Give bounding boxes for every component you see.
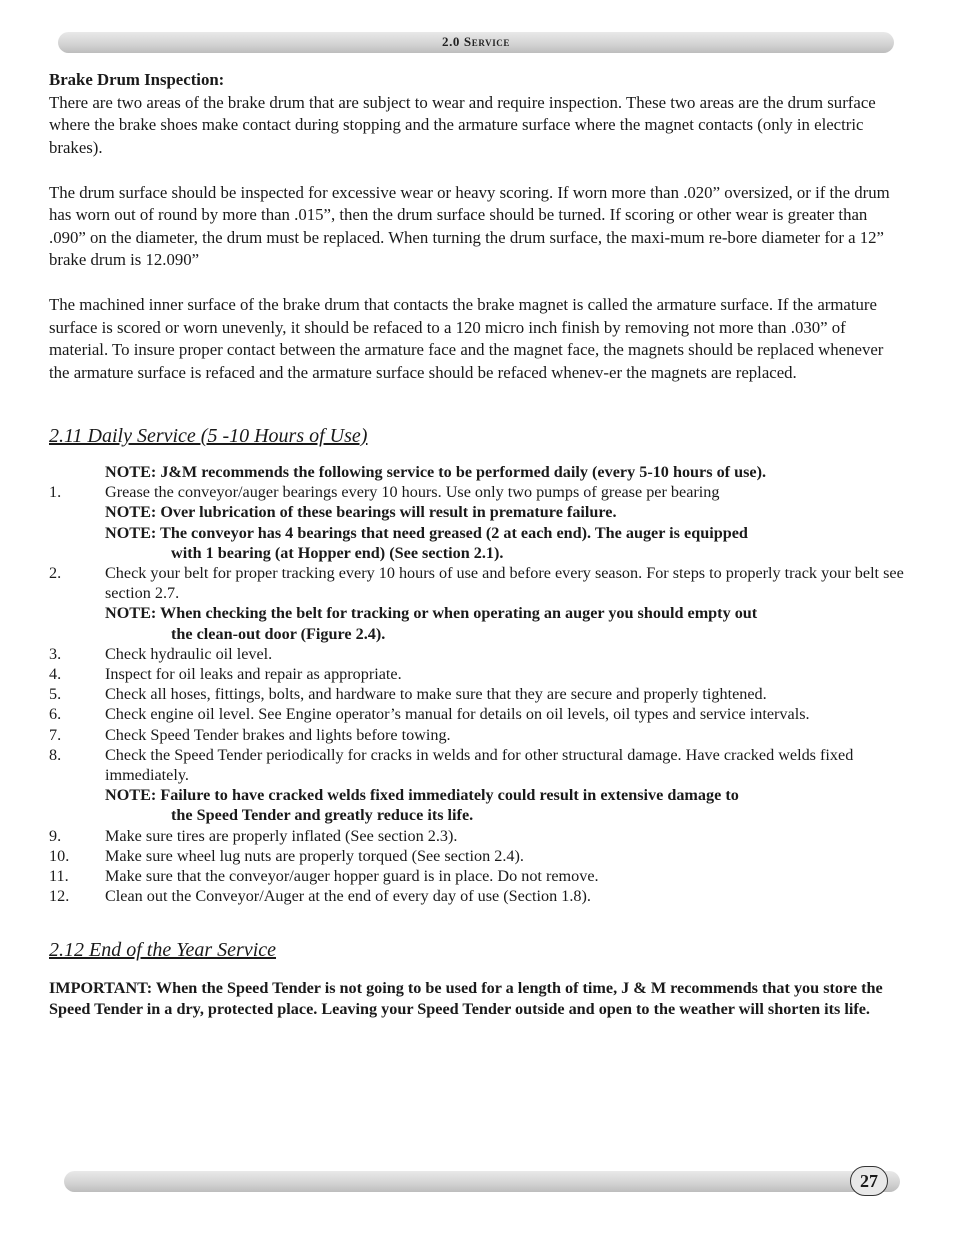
list-item: 7. Check Speed Tender brakes and lights before towing. <box>49 725 451 744</box>
list-item: 8. Check the Speed Tender periodically for cracks in welds and for other structural damage. Have cracked welds fixed immediately. <box>49 745 854 785</box>
list-item: 6. Check engine oil level. See Engine operator’s manual for details on oil levels, oil types and service intervals. <box>49 705 810 724</box>
end-of-year-title: 2.12 End of the Year Service <box>49 939 277 962</box>
page-number: 27 <box>850 1166 888 1196</box>
page-content <box>49 69 905 1019</box>
brake-paragraph-1: There are two areas of the brake drum that are subject to wear and require inspection. These two areas are the drum surface where the brake shoes make contact during stopping and the armature surface where the magnet contacts (only in electric brakes). <box>49 92 876 157</box>
footer-bar <box>64 1171 900 1192</box>
note-over-lubrication: NOTE: Over lubrication of these bearings will result in premature failure. <box>105 503 617 522</box>
important-storage-note: IMPORTANT: When the Speed Tender is not going to be used for a length of time, J & M recommends that you store the Speed Tender in a dry, protected place. Leaving your Speed Tender outside and open to the weather will shorten its life. <box>49 979 883 1018</box>
note-daily-recommendation: NOTE: J&M recommends the following service to be performed daily (every 5-10 hours of use). <box>105 463 767 481</box>
section-header-title: 2.0 Service <box>441 34 511 49</box>
list-item: 11. Make sure that the conveyor/auger hopper guard is in place. Do not remove. <box>49 867 599 886</box>
header-bar <box>58 32 894 53</box>
daily-service-title: 2.11 Daily Service (5 -10 Hours of Use) <box>49 425 368 447</box>
list-item: 2. Check your belt for proper tracking every 10 hours of use and before every season. For steps to properly track your belt see section 2.7. <box>49 564 904 603</box>
brake-drum-heading: Brake Drum Inspection: <box>49 70 225 89</box>
list-item: 10. Make sure wheel lug nuts are properly torqued (See section 2.4). <box>49 846 524 865</box>
brake-paragraph-2: The drum surface should be inspected for excessive wear or heavy scoring. If worn more than .020” oversized, or if the drum has worn out of round by more than .015”, then the drum surface should be turned. If scoring or other wear is greater than .090” on the diameter, the drum must be replaced. When turning the drum surface, the maxi-mum re-bore diameter for a 12” brake drum is 12.090” <box>49 182 890 269</box>
brake-paragraph-3: The machined inner surface of the brake drum that contacts the brake magnet is called the armature surface. If the armature surface is scored or worn unevenly, it should be refaced to a 120 micro inch finish by removing not more than .030” of material. To insure proper contact between the armature face and the magnet face, the magnets should be replaced whenever the armature surface is refaced and the armature surface should be refaced whenev-er the magnets are replaced. <box>49 295 884 382</box>
list-item: 4. Inspect for oil leaks and repair as appropriate. <box>49 665 402 684</box>
list-item: 9. Make sure tires are properly inflated (See section 2.3). <box>49 826 458 845</box>
list-item: 1. Grease the conveyor/auger bearings every 10 hours. Use only two pumps of grease per bearing <box>49 483 720 502</box>
note-bearings: NOTE: The conveyor has 4 bearings that need greased (2 at each end). The auger is equipped with 1 bearing (at Hopper end) (See section 2.1). <box>105 523 748 562</box>
list-item: 5. Check all hoses, fittings, bolts, and hardware to make sure that they are secure and properly tightened. <box>49 685 767 704</box>
list-item: 12. Clean out the Conveyor/Auger at the end of every day of use (Section 1.8). <box>49 887 591 906</box>
list-item: 3. Check hydraulic oil level. <box>49 644 273 663</box>
note-cracked-welds: NOTE: Failure to have cracked welds fixed immediately could result in extensive damage to the Speed Tender and greatly reduce its life. <box>105 786 739 825</box>
daily-service-list <box>49 462 905 906</box>
note-belt-tracking: NOTE: When checking the belt for tracking or when operating an auger you should empty out the clean-out door (Figure 2.4). <box>105 604 758 643</box>
